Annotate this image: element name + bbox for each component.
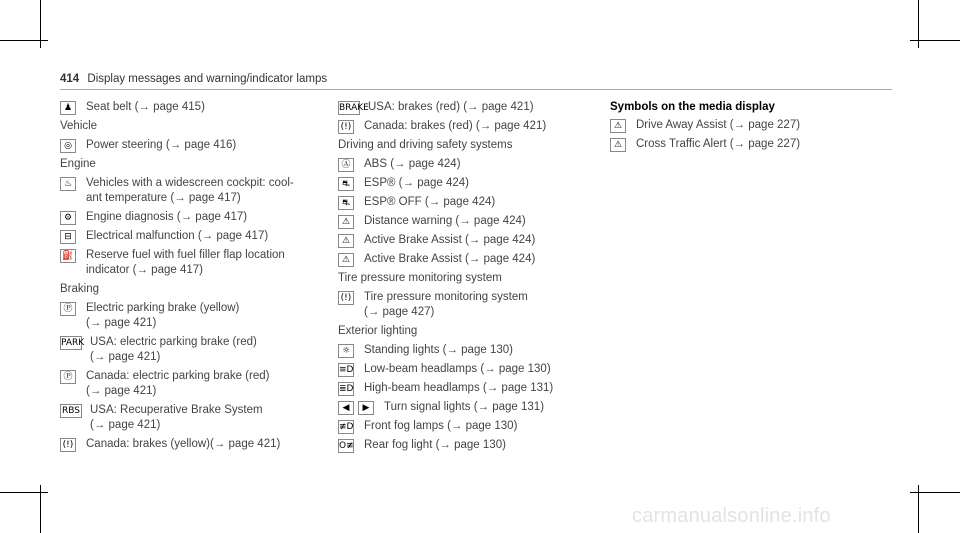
watermark: carmanualsonline.info — [632, 505, 831, 527]
item-text: Canada: electric parking brake (red) (→ page 421) — [86, 370, 270, 397]
crop-mark — [910, 40, 960, 41]
page-title: Display messages and warning/indicator lamps — [87, 73, 328, 85]
indicator-lamp-icon: O≢ — [339, 441, 354, 451]
list-item — [60, 437, 320, 452]
list-item — [60, 229, 320, 244]
indicator-lamp-icon: ▶ — [358, 401, 374, 415]
list-item — [338, 233, 603, 248]
section-heading: Driving and driving safety systems — [338, 139, 513, 151]
list-item — [338, 290, 603, 320]
item-text: USA: brakes (red) (→ page 421) — [368, 101, 534, 113]
indicator-lamp-icon: ◎ — [60, 139, 76, 153]
item-text: Canada: brakes (red) (→ page 421) — [364, 120, 547, 132]
column-left — [60, 100, 320, 456]
list-item — [338, 252, 603, 267]
item-text: ESP® OFF (→ page 424) — [364, 196, 496, 208]
indicator-lamp-icon: ♟ — [60, 101, 76, 115]
item-text: ESP® (→ page 424) — [364, 177, 469, 189]
list-item — [60, 100, 320, 115]
section-title: Symbols on the media display — [610, 101, 775, 113]
crop-mark — [910, 492, 960, 493]
indicator-lamp-icon: PARK — [61, 338, 85, 348]
indicator-lamp-icon: (!) — [60, 438, 76, 452]
indicator-lamp-icon: ⚙ — [60, 211, 76, 225]
indicator-lamp-icon: ≣D — [339, 384, 354, 394]
header-divider — [60, 89, 892, 90]
list-item — [60, 176, 320, 206]
column-middle — [338, 100, 603, 457]
indicator-lamp-icon: Ⓟ — [60, 370, 76, 384]
item-text: Front fog lamps (→ page 130) — [364, 420, 518, 432]
list-item — [338, 343, 603, 358]
item-text: Standing lights (→ page 130) — [364, 344, 513, 356]
indicator-lamp-icon: ⚠ — [610, 119, 626, 133]
item-text: Drive Away Assist (→ page 227) — [636, 119, 801, 131]
list-item — [338, 419, 603, 434]
indicator-lamp-icon: ⚠ — [338, 253, 354, 267]
indicator-lamp-icon: (!) — [338, 291, 354, 305]
indicator-lamp-icon: ⚠ — [338, 215, 354, 229]
item-text: Electric parking brake (yellow) (→ page 421) — [86, 302, 240, 329]
section-heading: Braking — [60, 283, 99, 295]
list-item — [338, 362, 603, 377]
list-item — [338, 195, 603, 210]
list-item — [338, 400, 603, 415]
list-item — [338, 381, 603, 396]
list-item — [338, 100, 603, 115]
page-number: 414 — [60, 73, 80, 85]
list-item — [60, 301, 320, 331]
list-item — [338, 157, 603, 172]
indicator-lamp-icon: ♨ — [60, 177, 76, 191]
indicator-lamp-icon: ⚠ — [610, 138, 626, 152]
list-item — [60, 369, 320, 399]
item-text: Power steering (→ page 416) — [86, 139, 237, 151]
indicator-lamp-icon: ⚠ — [338, 234, 354, 248]
item-text: High-beam headlamps (→ page 131) — [364, 382, 554, 394]
item-text: Turn signal lights (→ page 131) — [384, 401, 545, 413]
indicator-lamp-icon: ☼ — [338, 344, 354, 358]
list-item — [60, 138, 320, 153]
item-text: Electrical malfunction (→ page 417) — [86, 230, 269, 242]
indicator-lamp-icon: ⛐ — [338, 196, 354, 210]
list-item — [338, 176, 603, 191]
item-text: USA: Recuperative Brake System (→ page 421) — [90, 404, 263, 431]
item-text: Cross Traffic Alert (→ page 227) — [636, 138, 801, 150]
section-heading: Tire pressure monitoring system — [338, 272, 502, 284]
indicator-lamp-icon: ≡D — [339, 365, 354, 375]
indicator-lamp-icon: ⛽ — [60, 249, 76, 263]
list-item — [338, 214, 603, 229]
indicator-lamp-icon: Ⓐ — [338, 158, 354, 172]
item-text: Rear fog light (→ page 130) — [364, 439, 506, 451]
section-heading: Engine — [60, 158, 96, 170]
item-text: Tire pressure monitoring system (→ page 427) — [364, 291, 528, 318]
item-text: Canada: brakes (yellow)(→ page 421) — [86, 438, 281, 450]
list-item — [60, 403, 320, 433]
list-item — [610, 118, 880, 133]
item-text: Active Brake Assist (→ page 424) — [364, 234, 536, 246]
indicator-lamp-icon: ≢D — [339, 422, 354, 432]
indicator-lamp-icon: ◀ — [338, 401, 354, 415]
list-item — [60, 210, 320, 225]
indicator-lamp-icon: ⊟ — [60, 230, 76, 244]
indicator-lamp-icon: Ⓟ — [60, 302, 76, 316]
indicator-lamp-icon: (!) — [338, 120, 354, 134]
column-right — [610, 100, 880, 156]
indicator-lamp-icon: BRAKE — [339, 103, 369, 113]
indicator-lamp-icon: ⛐ — [338, 177, 354, 191]
item-text: Active Brake Assist (→ page 424) — [364, 253, 536, 265]
list-item — [60, 248, 320, 278]
item-text: Distance warning (→ page 424) — [364, 215, 526, 227]
list-item — [60, 335, 320, 365]
crop-mark — [0, 492, 48, 493]
item-text: ABS (→ page 424) — [364, 158, 461, 170]
crop-mark — [0, 40, 48, 41]
item-text: Reserve fuel with fuel filler flap location indicator (→ page 417) — [86, 249, 285, 276]
list-item — [338, 438, 603, 453]
item-text: Low-beam headlamps (→ page 130) — [364, 363, 551, 375]
item-text: Engine diagnosis (→ page 417) — [86, 211, 248, 223]
page-header — [60, 73, 327, 85]
list-item — [338, 119, 603, 134]
indicator-lamp-icon: RBS — [60, 404, 82, 418]
item-text: Seat belt (→ page 415) — [86, 101, 205, 113]
item-text: USA: electric parking brake (red) (→ page 421) — [90, 336, 257, 363]
list-item — [610, 137, 880, 152]
item-text: Vehicles with a widescreen cockpit: cool- ant temperature (→ page 417) — [86, 177, 294, 204]
section-heading: Vehicle — [60, 120, 98, 132]
section-heading: Exterior lighting — [338, 325, 418, 337]
